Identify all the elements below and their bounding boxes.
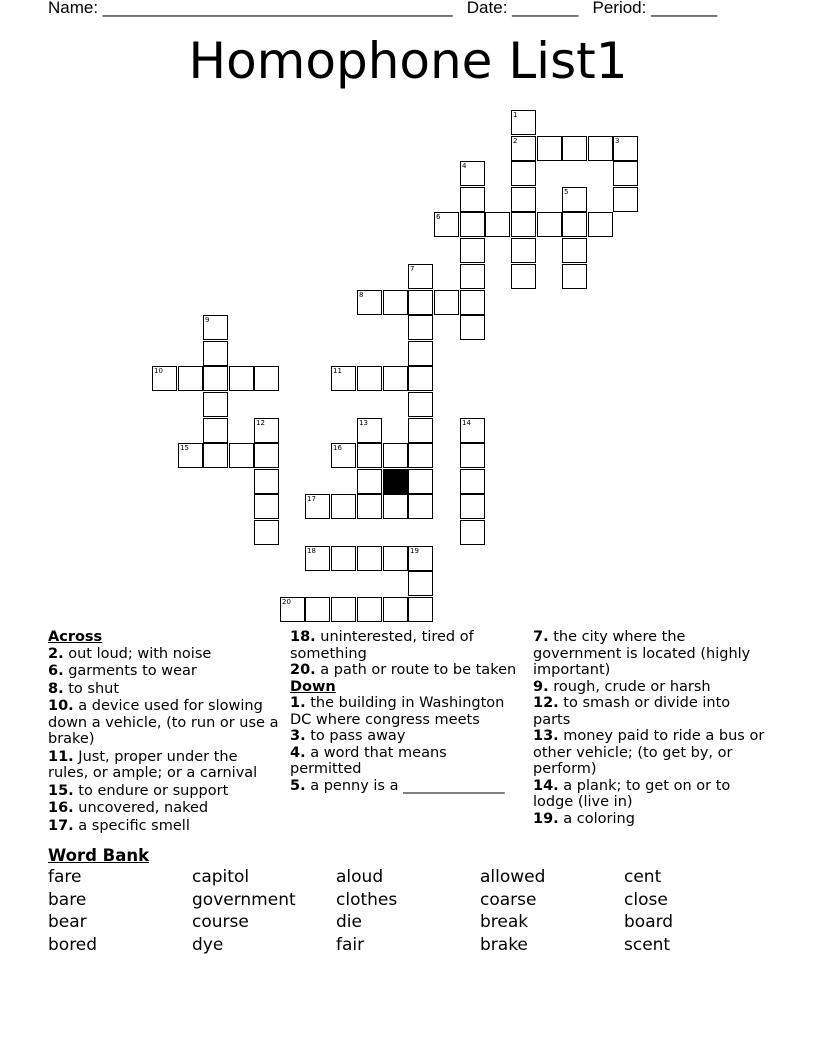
crossword-cell[interactable] [588,136,613,161]
crossword-cell[interactable] [331,443,356,468]
crossword-cell[interactable] [254,443,279,468]
crossword-cell[interactable] [434,212,459,237]
clue-text: to pass away [305,728,406,744]
clue-item [533,629,769,679]
clue-number-label: 11. [48,748,74,765]
crossword-cell[interactable] [357,597,382,622]
clue-item [48,646,280,663]
crossword-cell[interactable] [460,418,485,443]
crossword-cell[interactable] [460,212,485,237]
clue-item [533,728,769,778]
crossword-cell[interactable] [203,392,228,417]
name-date-period-line: Name: _____________________________________ Date: _______ Period: _______ [48,0,718,17]
clue-number: 15 [180,444,189,452]
crossword-cell[interactable] [383,290,408,315]
clue-number-label: 15. [48,782,74,799]
clue-text: a word that means permitted [290,744,447,777]
clue-number: 20 [282,598,291,606]
word-bank-title: Word Bank [48,846,150,865]
clue-number: 4 [462,162,467,170]
clue-number: 8 [359,291,364,299]
clue-text: rough, crude or harsh [548,678,711,695]
clue-item [290,745,522,778]
clue-number: 16 [333,444,342,452]
crossword-cell[interactable] [485,212,510,237]
crossword-cell[interactable] [408,418,433,443]
crossword-cell[interactable] [254,418,279,443]
clue-item [48,749,280,782]
clue-text: garments to wear [63,663,197,679]
crossword-cell[interactable] [613,136,638,161]
crossword-cell[interactable] [229,366,254,391]
page-title: Homophone List1 [188,32,628,90]
crossword-cell[interactable] [305,494,330,519]
clue-item [48,800,280,817]
crossword-cell[interactable] [460,187,485,212]
down-heading: Down [290,678,336,695]
crossword-cell[interactable] [511,264,536,289]
crossword-cell[interactable] [280,597,305,622]
clue-number-label: 18. [290,629,316,645]
black-cell [383,469,408,494]
clue-item [290,662,522,679]
word-bank-item: board [624,912,674,932]
clue-number-label: 6. [48,663,64,679]
clue-item [533,778,769,811]
word-bank-item: fair [336,935,365,955]
clue-number: 17 [307,495,316,503]
crossword-cell[interactable] [383,366,408,391]
clue-text: a device used for slowing down a vehicle, (to run or use a brake) [48,698,279,747]
crossword-cell[interactable] [383,494,408,519]
word-bank-item: cent [624,867,662,887]
crossword-cell[interactable] [408,392,433,417]
crossword-cell[interactable] [331,597,356,622]
clue-number: 19 [410,547,419,555]
word-bank-item: government [192,890,296,910]
clue-number-label: 20. [290,662,316,678]
clue-item [48,818,280,835]
clue-number-label: 1. [290,695,306,711]
crossword-cell[interactable] [460,469,485,494]
clue-text: out loud; with noise [63,645,212,662]
word-bank-item: coarse [480,890,537,910]
clue-number: 6 [436,213,441,221]
crossword-cell[interactable] [460,315,485,340]
word-bank-item: scent [624,935,671,955]
clue-number-label: 4. [290,744,306,761]
word-bank-item: aloud [336,867,384,887]
clue-number-label: 19. [533,810,559,827]
clue-text: the building in Washington DC where congress meets [290,695,505,728]
clues-column-2 [290,629,522,794]
clue-number: 14 [462,419,471,427]
crossword-cell[interactable] [460,161,485,186]
word-bank-item: dye [192,935,224,955]
clue-number-label: 17. [48,817,74,834]
crossword-cell[interactable] [254,494,279,519]
crossword-cell[interactable] [460,443,485,468]
crossword-cell[interactable] [203,315,228,340]
crossword-cell[interactable] [178,366,203,391]
clue-item [290,629,522,662]
crossword-cell[interactable] [357,546,382,571]
crossword-cell[interactable] [562,212,587,237]
crossword-cell[interactable] [203,341,228,366]
crossword-cell[interactable] [460,494,485,519]
crossword-cell[interactable] [383,443,408,468]
crossword-cell[interactable] [562,264,587,289]
clue-number: 10 [154,367,163,375]
word-bank-item: capitol [192,867,250,887]
clue-item [48,698,280,748]
word-bank-item: fare [48,867,82,887]
crossword-cell[interactable] [588,212,613,237]
clue-text: uninterested, tired of something [290,629,474,662]
crossword-cell[interactable] [408,546,433,571]
crossword-cell[interactable] [357,418,382,443]
crossword-cell[interactable] [511,212,536,237]
clues-column-1 [48,629,280,835]
crossword-cell[interactable] [383,597,408,622]
clue-number: 18 [307,547,316,555]
across-heading: Across [48,629,103,645]
crossword-cell[interactable] [408,469,433,494]
clue-number-label: 7. [533,629,549,645]
clue-number-label: 13. [533,728,559,744]
crossword-cell[interactable] [511,136,536,161]
word-bank-item: bored [48,935,98,955]
crossword-cell[interactable] [562,136,587,161]
clue-number: 9 [205,316,210,324]
crossword-cell[interactable] [331,366,356,391]
crossword-cell[interactable] [434,290,459,315]
clue-number-label: 3. [290,728,306,744]
crossword-cell[interactable] [562,187,587,212]
clue-number-label: 10. [48,698,74,714]
clue-text: money paid to ride a bus or other vehicle; (to get by, or perform) [533,728,765,777]
clue-text: to shut [63,680,120,697]
crossword-cell[interactable] [537,136,562,161]
word-bank-item: close [624,890,668,910]
crossword-cell[interactable] [178,443,203,468]
clue-item [48,681,280,698]
clue-item [290,728,522,745]
crossword-cell[interactable] [460,290,485,315]
clue-number: 5 [564,188,569,196]
clue-text: to smash or divide into parts [533,695,731,728]
crossword-cell[interactable] [203,418,228,443]
clue-number-label: 2. [48,645,64,662]
crossword-cell[interactable] [408,366,433,391]
word-bank-item: die [336,912,362,932]
crossword-cell[interactable] [408,341,433,366]
clue-number-label: 5. [290,777,306,794]
crossword-cell[interactable] [357,443,382,468]
clue-text: a path or route to be taken [315,662,517,678]
clue-number-label: 12. [533,695,559,711]
crossword-cell[interactable] [537,212,562,237]
crossword-cell[interactable] [203,443,228,468]
crossword-cell[interactable] [357,366,382,391]
crossword-cell[interactable] [511,187,536,212]
crossword-cell[interactable] [613,187,638,212]
crossword-cell[interactable] [408,264,433,289]
clue-number: 3 [615,137,620,145]
clue-number-label: 8. [48,680,64,697]
clue-text: a specific smell [73,817,190,834]
clue-item [48,663,280,680]
word-bank-item: brake [480,935,528,955]
clue-number-label: 14. [533,777,559,794]
clue-text: Just, proper under the rules, or ample; or a carnival [48,748,258,781]
word-bank-item: clothes [336,890,398,910]
clue-number: 1 [513,111,518,119]
crossword-cell[interactable] [408,315,433,340]
crossword-cell[interactable] [305,546,330,571]
clues-column-3 [533,629,769,827]
clue-number: 11 [333,367,342,375]
crossword-cell[interactable] [460,520,485,545]
clue-number: 2 [513,137,518,145]
crossword-cell[interactable] [229,443,254,468]
crossword-cell[interactable] [408,597,433,622]
clue-item [533,679,769,696]
word-bank-item: bear [48,912,87,932]
crossword-cell[interactable] [254,366,279,391]
crossword-cell[interactable] [460,238,485,263]
clue-item [533,695,769,728]
clue-text: a plank; to get on or to lodge (live in) [533,777,731,810]
clue-item [290,695,522,728]
crossword-cell[interactable] [511,238,536,263]
clue-text: to endure or support [73,782,229,799]
crossword-cell[interactable] [305,597,330,622]
crossword-cell[interactable] [331,494,356,519]
word-bank-item: course [192,912,249,932]
crossword-cell[interactable] [408,290,433,315]
crossword-cell[interactable] [511,110,536,135]
crossword-cell[interactable] [203,366,228,391]
crossword-cell[interactable] [254,469,279,494]
crossword-cell[interactable] [152,366,177,391]
clue-number: 13 [359,419,368,427]
crossword-cell[interactable] [357,494,382,519]
word-bank-item: break [480,912,529,932]
crossword-cell[interactable] [460,264,485,289]
crossword-cell[interactable] [613,161,638,186]
clue-number: 12 [256,419,265,427]
clue-text: the city where the government is located (highly important) [533,629,751,678]
clue-text: a coloring [558,810,635,827]
clue-text: a penny is a ______________ [305,777,505,794]
crossword-cell[interactable] [408,494,433,519]
crossword-cell[interactable] [562,238,587,263]
word-bank-item: allowed [480,867,546,887]
crossword-cell[interactable] [383,546,408,571]
clue-number: 7 [410,265,415,273]
crossword-cell[interactable] [357,290,382,315]
clue-item [48,783,280,800]
clue-number-label: 16. [48,800,74,816]
crossword-cell[interactable] [331,546,356,571]
clue-text: uncovered, naked [73,800,209,816]
crossword-cell[interactable] [357,469,382,494]
crossword-cell[interactable] [408,443,433,468]
crossword-cell[interactable] [408,571,433,596]
crossword-cell[interactable] [511,161,536,186]
clue-item [290,778,522,795]
clue-number-label: 9. [533,678,549,695]
crossword-cell[interactable] [254,520,279,545]
word-bank-item: bare [48,890,87,910]
clue-item [533,811,769,828]
